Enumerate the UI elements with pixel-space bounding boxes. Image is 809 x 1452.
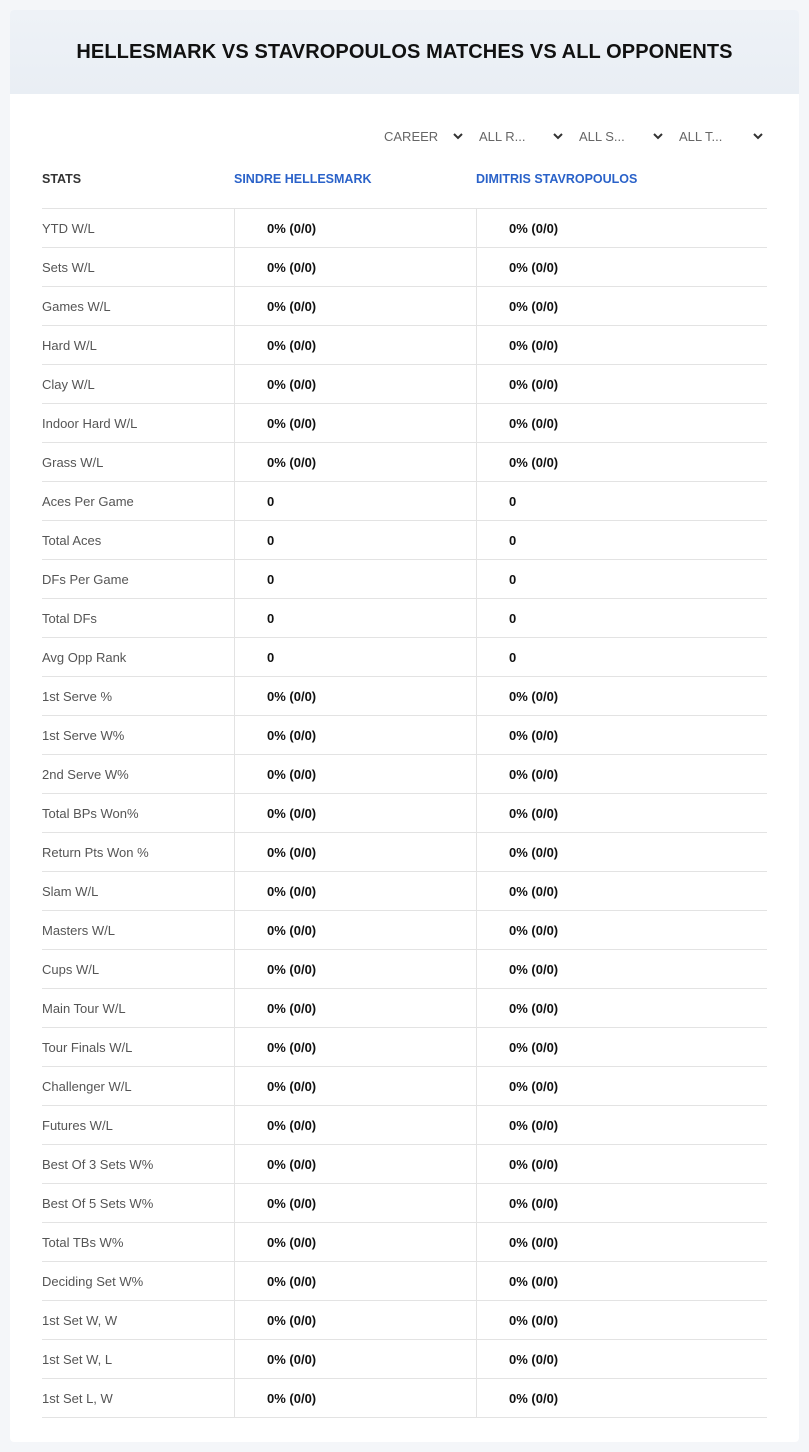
stat-label: Masters W/L <box>42 922 115 938</box>
table-row <box>42 1262 767 1301</box>
player2-value: 0% (0/0) <box>476 1301 767 1339</box>
player2-value: 0% (0/0) <box>476 1067 767 1105</box>
stat-label: YTD W/L <box>42 220 95 236</box>
table-row <box>42 326 767 365</box>
table-row <box>42 521 767 560</box>
player2-value: 0% (0/0) <box>476 287 767 325</box>
stat-label: Slam W/L <box>42 883 99 899</box>
table-row <box>42 1379 767 1418</box>
player2-value: 0% (0/0) <box>476 1340 767 1378</box>
player1-value: 0% (0/0) <box>234 1184 476 1222</box>
stats-table-body <box>42 209 767 1418</box>
player1-value: 0% (0/0) <box>234 1145 476 1183</box>
player1-value: 0 <box>234 482 476 520</box>
stat-label: Challenger W/L <box>42 1078 132 1094</box>
table-row <box>42 482 767 521</box>
header-player2-link[interactable]: DIMITRIS STAVROPOULOS <box>476 172 638 186</box>
filter-label: CAREER <box>384 128 439 144</box>
player2-value: 0% (0/0) <box>476 989 767 1027</box>
table-row <box>42 599 767 638</box>
player2-value: 0% (0/0) <box>476 1184 767 1222</box>
stat-label: 2nd Serve W% <box>42 766 129 782</box>
table-row <box>42 404 767 443</box>
table-row <box>42 1067 767 1106</box>
stat-label: Grass W/L <box>42 454 104 470</box>
stat-label: Futures W/L <box>42 1117 113 1133</box>
player1-value: 0% (0/0) <box>234 248 476 286</box>
player2-value: 0 <box>476 638 767 676</box>
stat-label: Deciding Set W% <box>42 1273 144 1289</box>
player1-value: 0% (0/0) <box>234 716 476 754</box>
player1-value: 0% (0/0) <box>234 755 476 793</box>
stats-card <box>10 10 799 1442</box>
stat-label: Hard W/L <box>42 337 97 353</box>
player2-value: 0% (0/0) <box>476 1145 767 1183</box>
table-row <box>42 833 767 872</box>
stat-label: Best Of 5 Sets W% <box>42 1195 154 1211</box>
player1-value: 0% (0/0) <box>234 209 476 247</box>
player1-value: 0% (0/0) <box>234 1340 476 1378</box>
player1-value: 0 <box>234 638 476 676</box>
player1-value: 0% (0/0) <box>234 950 476 988</box>
player1-value: 0% (0/0) <box>234 365 476 403</box>
table-row <box>42 911 767 950</box>
table-row <box>42 1145 767 1184</box>
header-player1-link[interactable]: SINDRE HELLESMARK <box>234 172 372 186</box>
player1-value: 0% (0/0) <box>234 443 476 481</box>
table-row <box>42 872 767 911</box>
stat-label: Main Tour W/L <box>42 1000 126 1016</box>
filter-bar <box>10 122 799 150</box>
table-row <box>42 638 767 677</box>
stat-label: 1st Set L, W <box>42 1390 113 1406</box>
filter-label: ALL R... <box>479 128 526 144</box>
player1-value: 0 <box>234 599 476 637</box>
player1-value: 0 <box>234 560 476 598</box>
filter-period-select[interactable] <box>384 122 464 150</box>
player1-value: 0% (0/0) <box>234 794 476 832</box>
player2-value: 0% (0/0) <box>476 833 767 871</box>
page-title: HELLESMARK VS STAVROPOULOS MATCHES VS ALL OPPONENTS <box>76 40 733 63</box>
table-row <box>42 716 767 755</box>
filter-label: ALL S... <box>579 128 625 144</box>
stat-label: DFs Per Game <box>42 571 129 587</box>
player2-value: 0% (0/0) <box>476 677 767 715</box>
stat-label: Cups W/L <box>42 961 100 977</box>
table-row <box>42 287 767 326</box>
stat-label: Clay W/L <box>42 376 95 392</box>
player1-value: 0% (0/0) <box>234 404 476 442</box>
player2-value: 0% (0/0) <box>476 794 767 832</box>
stat-label: 1st Set W, L <box>42 1351 113 1367</box>
filter-round-select[interactable] <box>479 122 564 150</box>
table-row <box>42 677 767 716</box>
table-row <box>42 755 767 794</box>
card-header <box>10 10 799 94</box>
player1-value: 0% (0/0) <box>234 1028 476 1066</box>
player1-value: 0% (0/0) <box>234 1067 476 1105</box>
stat-label: Aces Per Game <box>42 493 134 509</box>
player2-value: 0% (0/0) <box>476 326 767 364</box>
filter-label: ALL T... <box>679 128 723 144</box>
stat-label: Total Aces <box>42 532 102 548</box>
filter-tournament-select[interactable] <box>679 122 764 150</box>
table-row <box>42 365 767 404</box>
player2-value: 0 <box>476 521 767 559</box>
chevron-down-icon <box>752 130 764 142</box>
stat-label: Avg Opp Rank <box>42 649 127 665</box>
table-row <box>42 794 767 833</box>
player2-value: 0% (0/0) <box>476 248 767 286</box>
table-row <box>42 950 767 989</box>
stat-label: 1st Set W, W <box>42 1312 118 1328</box>
table-row <box>42 1340 767 1379</box>
stat-label: Total TBs W% <box>42 1234 124 1250</box>
stat-label: 1st Serve % <box>42 688 113 704</box>
table-row <box>42 248 767 287</box>
player1-value: 0% (0/0) <box>234 1262 476 1300</box>
player2-value: 0% (0/0) <box>476 1223 767 1261</box>
stat-label: Total DFs <box>42 610 97 626</box>
player1-value: 0% (0/0) <box>234 287 476 325</box>
chevron-down-icon <box>552 130 564 142</box>
table-row <box>42 989 767 1028</box>
player2-value: 0% (0/0) <box>476 1379 767 1417</box>
player2-value: 0% (0/0) <box>476 1028 767 1066</box>
stat-label: Best Of 3 Sets W% <box>42 1156 154 1172</box>
player2-value: 0% (0/0) <box>476 911 767 949</box>
player1-value: 0% (0/0) <box>234 326 476 364</box>
table-row <box>42 1223 767 1262</box>
player2-value: 0% (0/0) <box>476 716 767 754</box>
table-header <box>42 164 767 209</box>
player2-value: 0% (0/0) <box>476 209 767 247</box>
table-row <box>42 209 767 248</box>
table-row <box>42 560 767 599</box>
header-stats: STATS <box>42 172 82 186</box>
player1-value: 0% (0/0) <box>234 872 476 910</box>
stat-label: Indoor Hard W/L <box>42 415 138 431</box>
player1-value: 0% (0/0) <box>234 1301 476 1339</box>
table-row <box>42 443 767 482</box>
player1-value: 0% (0/0) <box>234 1223 476 1261</box>
chevron-down-icon <box>652 130 664 142</box>
stat-label: Sets W/L <box>42 259 95 275</box>
player1-value: 0% (0/0) <box>234 989 476 1027</box>
player1-value: 0% (0/0) <box>234 1106 476 1144</box>
table-row <box>42 1301 767 1340</box>
player1-value: 0% (0/0) <box>234 677 476 715</box>
player1-value: 0 <box>234 521 476 559</box>
stat-label: 1st Serve W% <box>42 727 125 743</box>
player1-value: 0% (0/0) <box>234 911 476 949</box>
player2-value: 0% (0/0) <box>476 1106 767 1144</box>
player2-value: 0% (0/0) <box>476 365 767 403</box>
player2-value: 0 <box>476 560 767 598</box>
stat-label: Return Pts Won % <box>42 844 149 860</box>
player1-value: 0% (0/0) <box>234 833 476 871</box>
player2-value: 0 <box>476 482 767 520</box>
table-row <box>42 1184 767 1223</box>
player2-value: 0% (0/0) <box>476 1262 767 1300</box>
stat-label: Tour Finals W/L <box>42 1039 133 1055</box>
filter-surface-select[interactable] <box>579 122 664 150</box>
player2-value: 0% (0/0) <box>476 755 767 793</box>
player2-value: 0% (0/0) <box>476 443 767 481</box>
player2-value: 0 <box>476 599 767 637</box>
player2-value: 0% (0/0) <box>476 950 767 988</box>
table-row <box>42 1106 767 1145</box>
table-row <box>42 1028 767 1067</box>
chevron-down-icon <box>452 130 464 142</box>
stat-label: Total BPs Won% <box>42 805 139 821</box>
player2-value: 0% (0/0) <box>476 872 767 910</box>
player2-value: 0% (0/0) <box>476 404 767 442</box>
player1-value: 0% (0/0) <box>234 1379 476 1417</box>
stat-label: Games W/L <box>42 298 111 314</box>
